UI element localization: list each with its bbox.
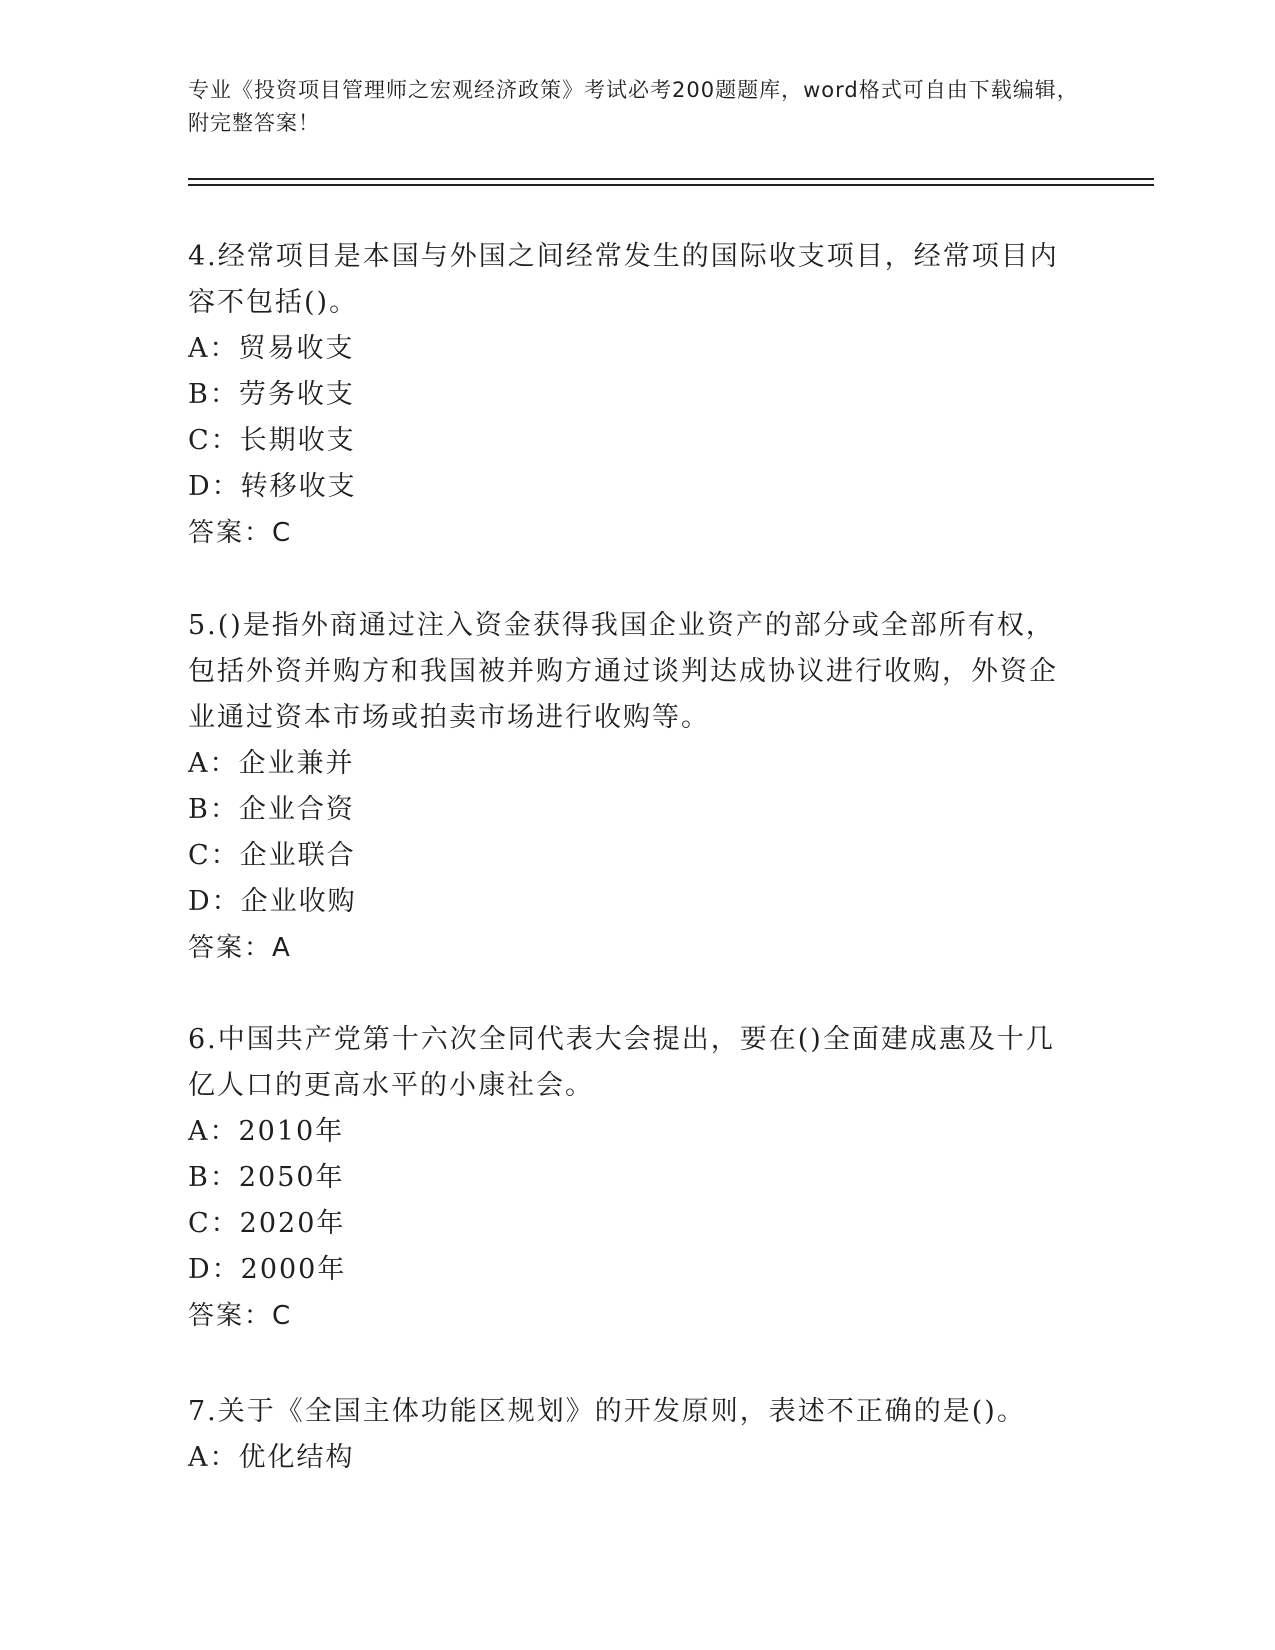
header-divider-bottom (188, 184, 1154, 186)
option-d: D：2000年 (188, 1254, 347, 1285)
option-c: C：2020年 (188, 1208, 346, 1239)
question-stem: 6.中国共产党第十六次全同代表大会提出，要在()全面建成惠及十几亿人口的更高水平的小康社会。 (188, 1024, 1055, 1101)
question-4 (188, 234, 1068, 556)
document-header: 专业《投资项目管理师之宏观经济政策》考试必考200题题库，word格式可自由下载编辑，附完整答案！ (188, 78, 1079, 135)
header-divider-top (188, 178, 1154, 180)
question-6 (188, 1017, 1068, 1339)
option-b: B：企业合资 (188, 794, 355, 825)
question-stem: 4.经常项目是本国与外国之间经常发生的国际收支项目，经常项目内容不包括()。 (188, 241, 1059, 318)
answer: 答案：C (188, 518, 293, 548)
option-a: A：企业兼并 (188, 748, 355, 779)
option-c: C：企业联合 (188, 840, 356, 871)
question-5 (188, 603, 1068, 971)
question-7 (188, 1389, 1068, 1481)
answer: 答案：C (188, 1301, 293, 1331)
option-a: A：2010年 (188, 1116, 345, 1147)
option-b: B：劳务收支 (188, 379, 355, 410)
option-d: D：企业收购 (188, 886, 357, 917)
option-c: C：长期收支 (188, 425, 356, 456)
option-a: A：贸易收支 (188, 333, 355, 364)
option-b: B：2050年 (188, 1162, 345, 1193)
question-stem: 5.()是指外商通过注入资金获得我国企业资产的部分或全部所有权，包括外资并购方和我国被并购方通过谈判达成协议进行收购，外资企业通过资本市场或拍卖市场进行收购等。 (188, 610, 1058, 733)
answer: 答案：A (188, 933, 292, 963)
question-stem: 7.关于《全国主体功能区规划》的开发原则，表述不正确的是()。 (188, 1396, 1026, 1427)
option-a: A：优化结构 (188, 1442, 355, 1473)
option-d: D：转移收支 (188, 471, 357, 502)
